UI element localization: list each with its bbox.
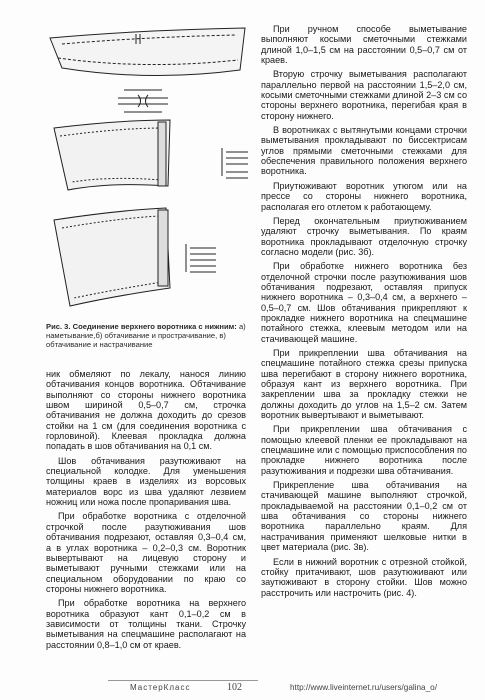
collar-figure <box>40 10 255 330</box>
figure-caption <box>46 322 251 349</box>
paragraph: При прикреплении шва обтачивания на спецмашине потайного стежка срезы припуска шва перегибают в сторону нижнего воротника, образуя кант из верхнего воротника. При закреплении шва за прокладку стежки не должны доходить до углов на 1,5–2 см. Затем воротник вывертывают и выметывают. <box>261 347 467 421</box>
diagram-b <box>54 120 248 190</box>
paragraph: Перед окончательным приутюживанием удаляют строчку выметывания. По краям воротника прокладывают отделочную строчку согласно модели (рис. 3б). <box>261 215 467 257</box>
collar-diagrams <box>40 10 255 330</box>
paragraph: При обработке воротника с отделочной строчкой после разутюживания шов обтачивания подрезают, оставляя 0,3–0,4 см, а в углах воротника – 0,2–0,3 см. Воротник вывертывают на лицевую сторону и выметывают ручными стежками или на специальном оборудовании по краю со стороны нижнего воротника. <box>46 511 246 594</box>
page-footer <box>0 683 485 695</box>
paragraph: Если в нижний воротник с отрезной стойкой, стойку притачивают, шов разутюживают или заутюживают в сторону стойки. Шов можно расстрочить или настрочить (рис. 4). <box>261 556 467 598</box>
paragraph: При обработке воротника на верхнего воротника образуют кант 0,1–0,2 см в зависимости от толщины ткани. Строчку выметывания на спецмашине располагают на расстоянии 0,8–1,0 см от краев. <box>46 598 246 650</box>
paragraph: ник обмеляют по лекалу, нанося линию обтачивания концов воротника. Обтачивание выполняют со стороны нижнего воротника швом шириной 0,5–0,7 см, строчка обтачивания не должна доходить до срезов стойки на 1 см (для соединения воротника с горловиной). Клеевая прокладка должна попадать в шов обтачивания на 0,1 см. <box>46 369 246 452</box>
diagram-a <box>50 28 245 112</box>
page-number: 102 <box>227 682 242 693</box>
paragraph: Приутюживают воротник утюгом или на прессе со стороны нижнего воротника, располагая его отлетом к работающему. <box>261 180 467 212</box>
left-text-column <box>46 369 246 650</box>
paragraph: Прикрепление шва обтачивания на стачивающей машине выполняют строчкой, прокладываемой на расстоянии 0,1–0,2 см от шва обтачивания со стороны нижнего воротника параллельно краям. Для настрачивания применяют шелковые нитки в цвет материала (рис. 3в). <box>261 480 467 553</box>
paragraph: Вторую строчку выметывания располагают параллельно первой на расстоянии 1,5–2,0 см, косыми сметочными стежками длиной 2–3 см со стороны верхнего воротника, перегибая края в сторону нижнего. <box>261 69 467 121</box>
magazine-brand: МастерКласс <box>130 683 191 692</box>
paragraph: Шов обтачивания разутюживают на специальной колодке. Для уменьшения толщины краев в изделиях из ворсовых материалов ворс из шва удаляют лезвием ножниц или ножа после пропаривания шва. <box>46 455 246 508</box>
caption-title: Рис. 3. Соединение верхнего воротника с нижним: <box>46 322 237 331</box>
source-url: http://www.liveinternet.ru/users/galina_o/ <box>290 683 437 692</box>
right-text-column <box>261 24 467 598</box>
paragraph: При прикреплении шва обтачивания с помощью клеевой пленки ее прокладывают на спецмашине или с помощью приспособления по прокладке нижнего воротника после разутюживания и подрезки шва обтачивания. <box>261 424 467 476</box>
paragraph: При обработке нижнего воротника без отделочной строчки после разутюживания шов обтачивания подрезают, оставляя припуск нижнего воротника – 0,3–0,4 см, а верхнего – 0,5–0,7 см. Шов обтачивания прикрепляют к прокладке нижнего воротника на спецмашине потайного стежка, клеевым методом или на стачивающей машине. <box>261 261 467 344</box>
paragraph: В воротниках с вытянутыми концами строчки выметывания прокладывают по биссектрисам углов прямыми сметочными стежками для обеспечения правильного положения верхнего воротника. <box>261 125 467 177</box>
caption-text: а) наметывание,б) обтачивание и прострачивание, в) обтачивание и настрачивание <box>46 322 246 349</box>
diagram-c <box>54 208 216 306</box>
footer-rule <box>108 680 258 681</box>
paragraph: При ручном способе выметывание выполняют косыми сметочными стежками длиной 1,0–1,5 см на расстоянии 0,5–0,7 см от краев. <box>261 24 467 66</box>
